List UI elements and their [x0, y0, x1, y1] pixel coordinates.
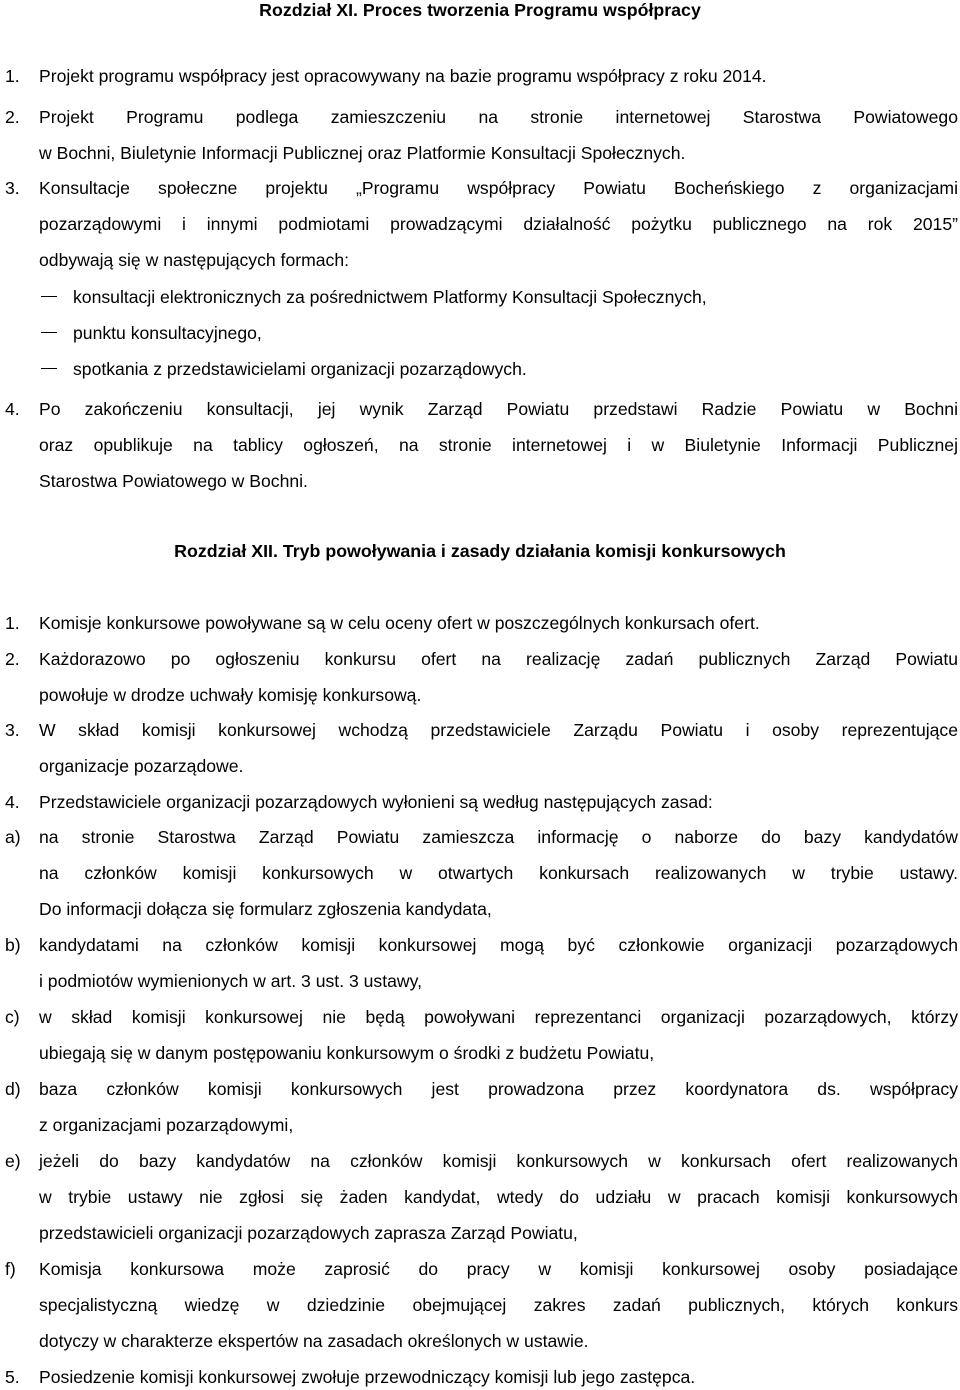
item-number: 4.	[5, 792, 20, 812]
item-number: 4.	[5, 399, 20, 419]
paragraph-line: w skład komisji konkursowej nie będą powoływani reprezentanci organizacji pozarządowych, którzy	[39, 1007, 958, 1027]
paragraph-line: W skład komisji konkursowej wchodzą przedstawiciele Zarządu Powiatu i osoby reprezentujące	[39, 720, 958, 740]
item-number: a)	[5, 827, 21, 847]
item-number: 3.	[5, 178, 20, 198]
paragraph-line: w trybie ustawy nie zgłosi się żaden kandydat, wtedy do udziału w pracach komisji konkursowych	[39, 1187, 958, 1207]
dash-bullet-icon	[41, 332, 57, 333]
consultation-form-text: konsultacji elektronicznych za pośrednictwem Platformy Konsultacji Społecznych,	[73, 287, 707, 307]
paragraph-line: Komisje konkursowe powoływane są w celu oceny ofert w poszczególnych konkursach ofert.	[39, 613, 760, 633]
paragraph-line: ubiegają się w danym postępowaniu konkursowym o środki z budżetu Powiatu,	[39, 1043, 655, 1063]
consultation-form-text: punktu konsultacyjnego,	[73, 323, 262, 343]
paragraph-line: i podmiotów wymienionych w art. 3 ust. 3 ustawy,	[39, 971, 422, 991]
item-number: 1.	[5, 613, 20, 633]
item-number: d)	[5, 1079, 21, 1099]
paragraph-line: Posiedzenie komisji konkursowej zwołuje przewodniczący komisji lub jego zastępca.	[39, 1367, 696, 1387]
item-number: 1.	[5, 66, 20, 86]
item-number: b)	[5, 935, 21, 955]
chapter-12-heading: Rozdział XII. Tryb powoływania i zasady działania komisji konkursowych	[174, 541, 786, 561]
item-number: e)	[5, 1151, 21, 1171]
paragraph-line: Projekt Programu podlega zamieszczeniu na stronie internetowej Starostwa Powiatowego	[39, 107, 958, 127]
paragraph-line: odbywają się w następujących formach:	[39, 250, 350, 270]
paragraph-line: Starostwa Powiatowego w Bochni.	[39, 471, 308, 491]
paragraph-line: Komisja konkursowa może zaprosić do pracy w komisji konkursowej osoby posiadające	[39, 1259, 958, 1279]
paragraph-line: oraz opublikuje na tablicy ogłoszeń, na stronie internetowej i w Biuletynie Informacji Publicznej	[39, 435, 958, 455]
paragraph-line: dotyczy w charakterze ekspertów na zasadach określonych w ustawie.	[39, 1331, 589, 1351]
dash-bullet-icon	[41, 368, 57, 369]
chapter-11-heading: Rozdział XI. Proces tworzenia Programu współpracy	[259, 0, 701, 20]
paragraph-line: Projekt programu współpracy jest opracowywany na bazie programu współpracy z roku 2014.	[39, 66, 767, 86]
item-number: 2.	[5, 649, 20, 669]
item-number: 3.	[5, 720, 20, 740]
dash-bullet-icon	[41, 296, 57, 297]
item-number: 5.	[5, 1367, 20, 1387]
paragraph-line: pozarządowymi i innymi podmiotami prowadzącymi działalność pożytku publicznego na rok 2015”	[39, 214, 958, 234]
item-number: c)	[5, 1007, 20, 1027]
item-number: 2.	[5, 107, 20, 127]
paragraph-line: Przedstawiciele organizacji pozarządowych wyłonieni są według następujących zasad:	[39, 792, 713, 812]
paragraph-line: jeżeli do bazy kandydatów na członków komisji konkursowych w konkursach ofert realizowanych	[39, 1151, 958, 1171]
paragraph-line: na stronie Starostwa Zarząd Powiatu zamieszcza informację o naborze do bazy kandydatów	[39, 827, 958, 847]
paragraph-line: specjalistyczną wiedzę w dziedzinie obejmującej zakres zadań publicznych, których konkurs	[39, 1295, 958, 1315]
paragraph-line: w Bochni, Biuletynie Informacji Publicznej oraz Platformie Konsultacji Społecznych.	[39, 143, 686, 163]
paragraph-line: baza członków komisji konkursowych jest prowadzona przez koordynatora ds. współpracy	[39, 1079, 958, 1099]
paragraph-line: organizacje pozarządowe.	[39, 756, 244, 776]
consultation-form-text: spotkania z przedstawicielami organizacji pozarządowych.	[73, 359, 527, 379]
paragraph-line: Konsultacje społeczne projektu „Programu współpracy Powiatu Bocheńskiego z organizacjami	[39, 178, 958, 198]
paragraph-line: Do informacji dołącza się formularz zgłoszenia kandydata,	[39, 899, 492, 919]
paragraph-line: Po zakończeniu konsultacji, jej wynik Zarząd Powiatu przedstawi Radzie Powiatu w Bochni	[39, 399, 958, 419]
item-number: f)	[5, 1259, 16, 1279]
paragraph-line: powołuje w drodze uchwały komisję konkursową.	[39, 685, 422, 705]
paragraph-line: na członków komisji konkursowych w otwartych konkursach realizowanych w trybie ustawy.	[39, 863, 958, 883]
paragraph-line: Każdorazowo po ogłoszeniu konkursu ofert na realizację zadań publicznych Zarząd Powiatu	[39, 649, 958, 669]
paragraph-line: kandydatami na członków komisji konkursowej mogą być członkowie organizacji pozarządowych	[39, 935, 958, 955]
paragraph-line: przedstawicieli organizacji pozarządowych zaprasza Zarząd Powiatu,	[39, 1223, 578, 1243]
paragraph-line: z organizacjami pozarządowymi,	[39, 1115, 294, 1135]
